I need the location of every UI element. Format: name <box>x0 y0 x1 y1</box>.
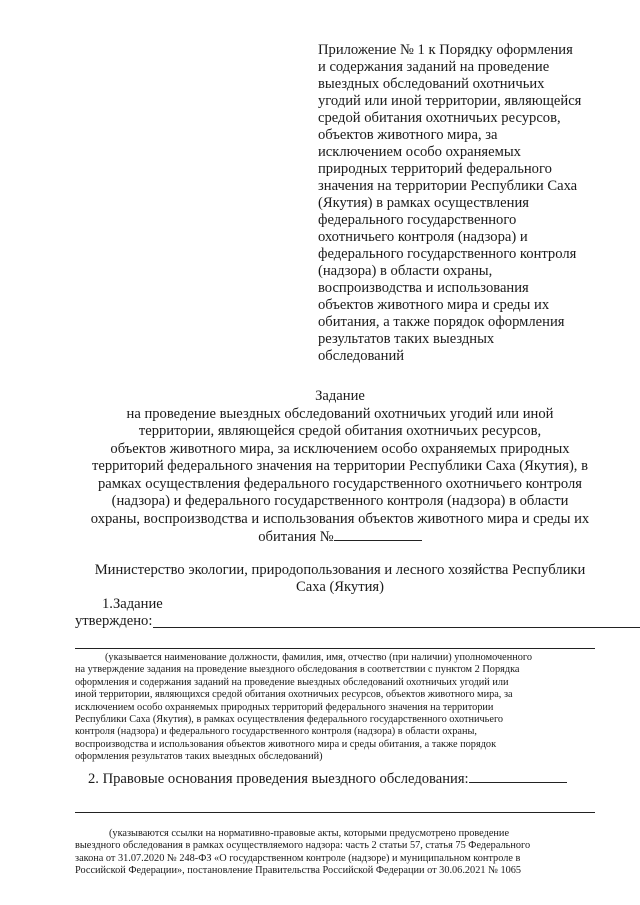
title-line: территории, являющейся средой обитания охотничьих ресурсов, <box>138 423 542 439</box>
title-line: на проведение выездных обследований охотничьих угодий или иной <box>126 405 554 422</box>
section-legal-basis <box>88 770 567 788</box>
approval-note <box>75 652 605 764</box>
appendix-line: федерального государственного <box>318 212 517 228</box>
appendix-line: обитания, а также порядок оформления <box>318 314 565 330</box>
appendix-line: воспроизводства и использования <box>318 280 529 296</box>
title-line: (надзора) и федерального государственного контроля (надзора) в области <box>111 493 569 509</box>
legal-basis-note <box>75 828 605 878</box>
document-title <box>60 388 620 547</box>
appendix-line: исключением особо охраняемых <box>318 144 521 160</box>
appendix-line: (надзора) в области охраны, <box>318 263 493 279</box>
approval-block <box>75 596 163 630</box>
note-line: воспроизводства и использования объектов животного мира и среды обитания, а также порядок <box>75 738 497 750</box>
title-line: охраны, воспроизводства и использования объектов животного мира и среды их <box>90 510 590 527</box>
note-line: оформления и содержания заданий на проведение выездных обследований охотничьих угодий или <box>75 676 509 688</box>
appendix-line: природных территорий федерального <box>318 161 552 177</box>
note-line: Российской Федерации», постановление Правительства Российской Федерации от 30.06.2021 № 1065 <box>75 865 522 877</box>
ministry-line: Министерство экологии, природопользования и лесного хозяйства Республики <box>94 562 586 578</box>
note-line: исключением особо охраняемых природных территорий федерального значения на территории <box>75 701 494 713</box>
note-line: (указывается наименование должности, фамилия, имя, отчество (при наличии) уполномоченного <box>105 652 533 663</box>
appendix-line: и содержания заданий на проведение <box>318 59 550 75</box>
title-heading: Задание <box>315 388 365 404</box>
legal-basis-blank <box>469 770 567 783</box>
appendix-line: объектов животного мира и среды их <box>318 297 550 313</box>
appendix-line: обследований <box>318 348 405 364</box>
appendix-line: средой обитания охотничьих ресурсов, <box>318 110 561 126</box>
title-last-line <box>60 528 620 547</box>
title-line: территорий федерального значения на территории Республики Саха (Якутия), в <box>92 458 588 474</box>
appendix-line: охотничьего контроля (надзора) и <box>318 229 528 245</box>
separator-line-2 <box>75 812 595 813</box>
note-line: на утверждение задания на проведение выездного обследования в соответствии с пунктом 2 Порядка <box>75 664 520 676</box>
note-line: иной территории, являющихся средой обитания охотничьих ресурсов, объектов животного мира, за <box>75 689 513 701</box>
title-line: рамках осуществления федерального государственного охотничьего контроля <box>97 475 583 492</box>
appendix-line: значения на территории Республики Саха <box>318 178 578 194</box>
section-legal-basis-label: 2. Правовые основания проведения выездного обследования: <box>88 771 469 787</box>
appendix-line: федерального государственного контроля <box>318 246 577 262</box>
ministry-line: Саха (Якутия) <box>296 579 384 595</box>
title-line: объектов животного мира, за исключением особо охраняемых природных <box>110 440 570 457</box>
number-blank <box>334 528 422 541</box>
appendix-line: Приложение № 1 к Порядку оформления <box>318 42 573 58</box>
appendix-line: (Якутия) в рамках осуществления <box>318 195 529 211</box>
appendix-line: результатов таких выездных <box>318 331 495 347</box>
ministry-name <box>60 562 620 596</box>
approved-by-field <box>153 627 640 628</box>
note-line: выездного обследования в рамках осуществляемого надзора: часть 2 статьи 57, статья 75 Федерального <box>75 840 531 852</box>
approval-label: 1.Задание <box>102 596 163 612</box>
title-number-label: обитания № <box>258 529 334 545</box>
note-line: Республики Саха (Якутия), в рамках осуществления федерального государственного охотничьего <box>75 714 504 726</box>
appendix-line: угодий или иной территории, являющейся <box>318 93 582 109</box>
note-line: закона от 31.07.2020 № 248-ФЗ «О государственном контроле (надзоре) и муниципальном контроле в <box>75 852 521 864</box>
note-line: (указываются ссылки на нормативно-правовые акты, которыми предусмотрено проведение <box>109 828 510 839</box>
appendix-line: объектов животного мира, за <box>318 127 498 143</box>
appendix-line: выездных обследований охотничьих <box>318 76 545 92</box>
note-line: оформления результатов таких выездных обследований) <box>75 751 323 763</box>
appendix-header <box>318 42 608 365</box>
note-line: контроля (надзора) и федерального государственного контроля (надзора) в области охраны, <box>75 726 477 738</box>
approved-by-label: утверждено: <box>75 613 153 629</box>
separator-line <box>75 648 595 649</box>
